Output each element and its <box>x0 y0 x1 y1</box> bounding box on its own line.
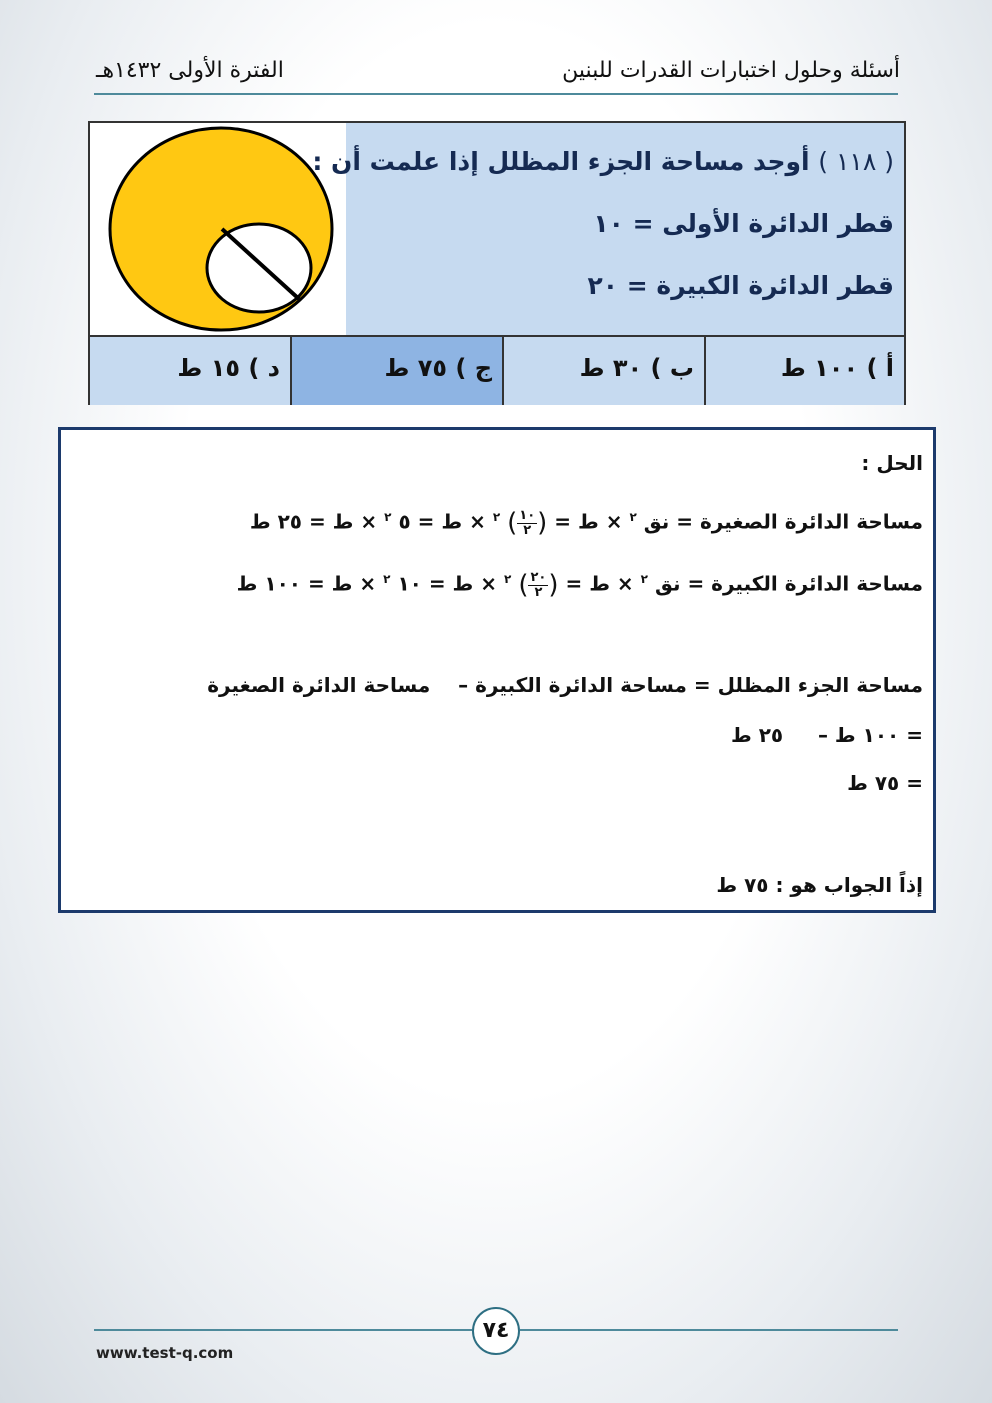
header-title: أسئلة وحلول اختبارات القدرات للبنين <box>562 58 900 83</box>
small-area-radius: × ط = ٥ <box>398 509 486 534</box>
small-area-times-pi: × ط = <box>554 509 623 534</box>
option-d-label: د ) ١٥ ط <box>177 354 280 382</box>
solution-title: الحل : <box>861 451 923 475</box>
circles-figure <box>90 123 346 335</box>
big-circle-area-line: مساحة الدائرة الكبيرة = نق $^٢$ × ط = ( $\frac{٢٠}{٢}$ ) $^٢$ × ط = ١٠ $^٢$ × ط = ١٠٠ ط <box>236 569 923 601</box>
square-exponent: ٢ <box>504 572 512 586</box>
small-circle <box>207 224 311 312</box>
big-area-result: × ط = ١٠٠ ط <box>236 571 377 596</box>
answer-options <box>90 335 904 405</box>
header-divider <box>94 93 898 95</box>
big-area-radius: × ط = ١٠ <box>397 571 498 596</box>
small-fraction-numerator: ١٠ <box>519 507 536 523</box>
option-b-label: ب ) ٣٠ ط <box>579 354 694 382</box>
footer-divider-left <box>94 1329 472 1331</box>
big-fraction <box>528 571 548 600</box>
square-exponent: ٢ <box>640 572 648 586</box>
square-exponent: ٢ <box>383 572 391 586</box>
question-box <box>88 121 906 405</box>
final-answer: إذاً الجواب هو : ٧٥ ط <box>716 873 923 897</box>
option-c-label: ج ) ٧٥ ط <box>384 354 492 382</box>
question-text-panel <box>312 123 904 335</box>
small-fraction <box>517 509 537 538</box>
small-area-result: × ط = ٢٥ ط <box>249 509 378 534</box>
page-number: ٧٤ <box>472 1307 520 1355</box>
small-area-lhs: مساحة الدائرة الصغيرة = نق <box>643 509 923 534</box>
shaded-area-step1: = ١٠٠ ط – ٢٥ ط <box>730 723 923 747</box>
big-area-times-pi: × ط = <box>565 571 634 596</box>
square-exponent: ٢ <box>492 510 501 524</box>
big-fraction-numerator: ٢٠ <box>530 569 547 585</box>
option-a[interactable] <box>704 337 904 405</box>
question-text: أوجد مساحة الجزء المظلل إذا علمت أن : <box>312 147 810 176</box>
header-period: الفترة الأولى ١٤٣٢هـ <box>96 58 284 83</box>
square-exponent: ٢ <box>384 510 392 524</box>
option-c[interactable] <box>290 337 502 405</box>
shaded-area-formula: مساحة الجزء المظلل = مساحة الدائرة الكبيرة – مساحة الدائرة الصغيرة <box>207 673 923 697</box>
shaded-area-step2: = ٧٥ ط <box>847 771 923 795</box>
option-b[interactable] <box>502 337 704 405</box>
small-circle-area-line: مساحة الدائرة الصغيرة = نق $^٢$ × ط = ( $\frac{١٠}{٢}$ ) $^٢$ × ط = ٥ $^٢$ × ط = ٢٥ ط <box>249 507 923 539</box>
question-given-1: قطر الدائرة الأولى = ١٠ <box>593 209 894 238</box>
solution-box <box>58 427 936 913</box>
option-a-label: أ ) ١٠٠ ط <box>780 354 894 382</box>
footer-divider-right <box>520 1329 898 1331</box>
question-given-2: قطر الدائرة الكبيرة = ٢٠ <box>587 271 894 300</box>
option-d[interactable] <box>90 337 290 405</box>
question-line-main <box>312 145 894 179</box>
website-url[interactable]: www.test-q.com <box>96 1344 234 1362</box>
square-exponent: ٢ <box>629 510 637 524</box>
big-fraction-denominator: ٢ <box>534 584 543 600</box>
big-area-lhs: مساحة الدائرة الكبيرة = نق <box>654 571 923 596</box>
small-fraction-denominator: ٢ <box>523 522 532 538</box>
question-number: ( ١١٨ ) <box>818 147 894 176</box>
